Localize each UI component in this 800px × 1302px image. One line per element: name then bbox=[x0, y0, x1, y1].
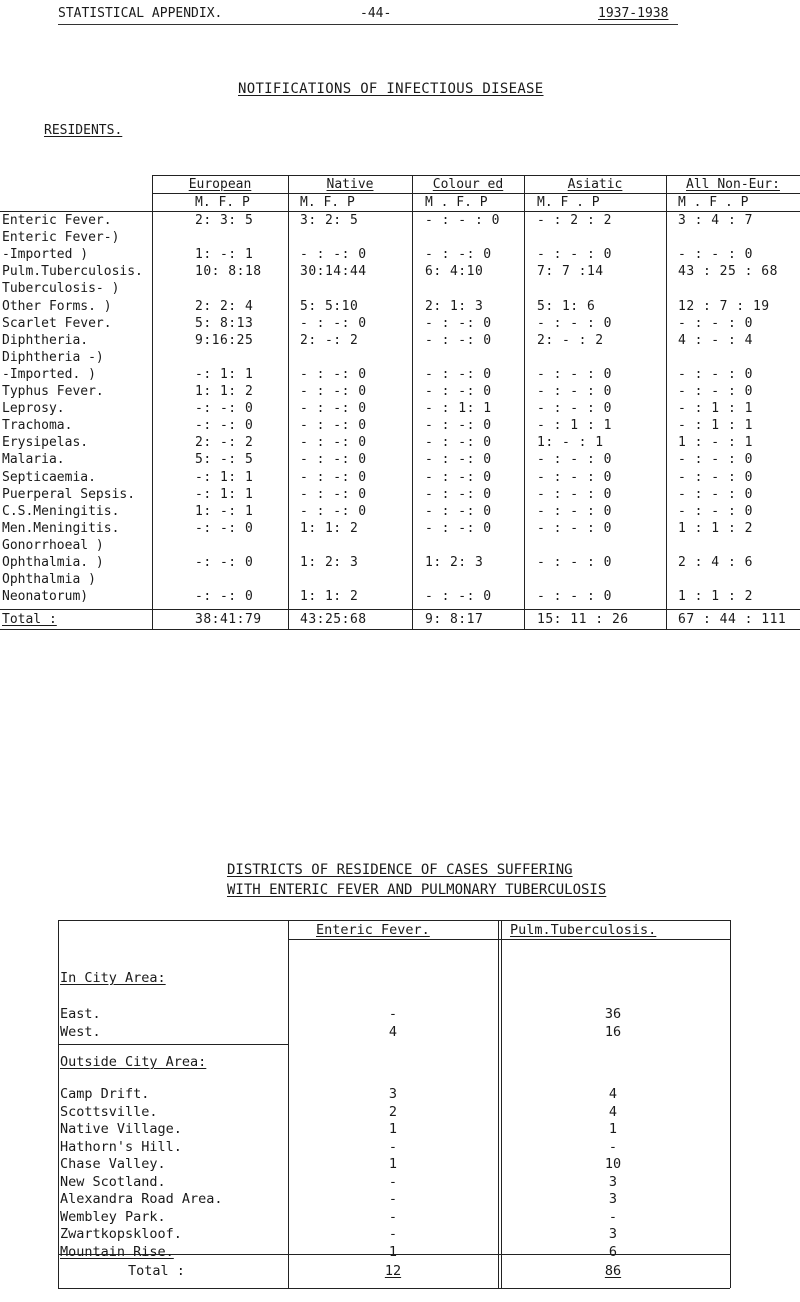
pulm-value: 16 bbox=[604, 1024, 622, 1040]
table-cell: - : -: 0 bbox=[300, 486, 367, 502]
table-cell: -: 1: 1 bbox=[195, 486, 254, 502]
table-cell: - : 2 : 2 bbox=[537, 213, 612, 228]
table-cell: - : -: 0 bbox=[300, 418, 367, 434]
table-cell: 2: 2: 4 bbox=[195, 298, 254, 314]
table-cell: 2: 1: 3 bbox=[425, 298, 484, 314]
table-cell: 1: 1: 2 bbox=[300, 520, 359, 536]
total-label: Total : bbox=[128, 1263, 185, 1279]
enteric-value: - bbox=[388, 1226, 398, 1242]
table-cell: 1 : 1 : 2 bbox=[678, 589, 753, 605]
row-label: Malaria. bbox=[2, 452, 65, 468]
table-cell: 1: 2: 3 bbox=[300, 555, 359, 570]
total-cell: 43:25:68 bbox=[300, 612, 367, 628]
table-cell: - : -: 0 bbox=[425, 384, 492, 399]
table2-col-rule bbox=[501, 920, 502, 1288]
row-label: Leprosy. bbox=[2, 401, 65, 417]
table-cell: -: -: 0 bbox=[195, 589, 254, 605]
table-rule-total bbox=[0, 609, 800, 610]
row-label: Gonorrhoeal ) bbox=[2, 537, 104, 553]
enteric-value: 1 bbox=[388, 1156, 398, 1172]
header-years: 1937-1938 bbox=[598, 6, 669, 21]
group-subheader: M . F. P bbox=[425, 195, 488, 210]
table-cell: 4 : - : 4 bbox=[678, 332, 753, 348]
group-header: Native bbox=[326, 177, 374, 192]
table-cell: - : -: 0 bbox=[425, 247, 492, 263]
pulm-value: 3 bbox=[608, 1173, 618, 1190]
table-cell: - : -: 0 bbox=[425, 332, 492, 348]
table-cell: - : -: 0 bbox=[425, 486, 492, 502]
table-cell: -: 1: 1 bbox=[195, 366, 254, 382]
table-cell: - : -: 0 bbox=[300, 384, 367, 399]
table-cell: -: -: 0 bbox=[195, 418, 254, 434]
table-cell: - : - : 0 bbox=[537, 503, 612, 519]
table-cell: - : - : 0 bbox=[425, 213, 500, 228]
table2-col-rule bbox=[58, 920, 59, 1288]
table-cell: - : - : 0 bbox=[678, 366, 753, 382]
enteric-value: 1 bbox=[388, 1243, 398, 1260]
table-rule-header bbox=[0, 211, 800, 212]
table-cell: 9:16:25 bbox=[195, 332, 254, 348]
row-label: -Imported ) bbox=[2, 247, 89, 263]
table-cell: - : - : 0 bbox=[537, 520, 612, 536]
row-label: Diphtheria. bbox=[2, 332, 89, 348]
row-label: Typhus Fever. bbox=[2, 384, 104, 399]
group-header: Colour ed bbox=[432, 177, 504, 192]
enteric-value: 4 bbox=[388, 1024, 398, 1040]
district-label: Wembley Park. bbox=[60, 1208, 166, 1225]
table-cell: - : -: 0 bbox=[425, 520, 492, 536]
row-label: Ophthalmia ) bbox=[2, 572, 96, 588]
table-column-rule bbox=[666, 175, 667, 629]
table-cell: - : -: 0 bbox=[425, 418, 492, 434]
table2-rule-header bbox=[288, 939, 730, 940]
pulm-value: 3 bbox=[608, 1226, 618, 1242]
district-label: Alexandra Road Area. bbox=[60, 1191, 223, 1207]
table-cell: - : -: 0 bbox=[300, 366, 367, 382]
total-cell: 15: 11 : 26 bbox=[537, 612, 629, 628]
districts-title-line1: DISTRICTS OF RESIDENCE OF CASES SUFFERING bbox=[227, 862, 573, 878]
table-cell: - : - : 0 bbox=[678, 486, 753, 502]
table-cell: 10: 8:18 bbox=[195, 264, 262, 280]
table-cell: 1 : 1 : 2 bbox=[678, 520, 753, 536]
table-rule-subhead bbox=[152, 193, 800, 194]
row-label: Ophthalmia. ) bbox=[2, 555, 104, 570]
group-header: European bbox=[188, 177, 252, 192]
table2-col-rule bbox=[288, 920, 289, 1288]
row-label: -Imported. ) bbox=[2, 366, 96, 382]
page-number: -44- bbox=[360, 6, 392, 21]
table-cell: - : -: 0 bbox=[300, 247, 367, 263]
table-cell: - : - : 0 bbox=[537, 384, 612, 399]
table-cell: 6: 4:10 bbox=[425, 264, 484, 280]
table-cell: - : - : 0 bbox=[678, 315, 753, 331]
table-cell: - : - : 0 bbox=[537, 486, 612, 502]
table-cell: 1 : - : 1 bbox=[678, 435, 753, 451]
table-cell: - : -: 0 bbox=[300, 452, 367, 468]
table-cell: - : - : 0 bbox=[537, 589, 612, 605]
table-cell: 12 : 7 : 19 bbox=[678, 298, 770, 314]
table-cell: - : - : 0 bbox=[678, 503, 753, 519]
total-cell: 9: 8:17 bbox=[425, 612, 484, 628]
row-label: Septicaemia. bbox=[2, 469, 96, 485]
table-cell: 2: -: 2 bbox=[300, 332, 359, 348]
pulm-value: 1 bbox=[608, 1121, 618, 1137]
table-cell: 1: - : 1 bbox=[537, 435, 604, 451]
row-label: Puerperal Sepsis. bbox=[2, 486, 136, 502]
table-cell: -: -: 0 bbox=[195, 555, 254, 570]
table-cell: - : - : 0 bbox=[537, 366, 612, 382]
enteric-value: 2 bbox=[388, 1103, 398, 1120]
table-cell: 5: -: 5 bbox=[195, 452, 254, 468]
table-cell: - : - : 0 bbox=[537, 401, 612, 417]
table-cell: - : -: 0 bbox=[300, 315, 367, 331]
table-cell: - : - : 0 bbox=[678, 469, 753, 485]
table-rule-top bbox=[152, 175, 800, 176]
table-cell: 1: 2: 3 bbox=[425, 555, 484, 570]
row-label: Other Forms. ) bbox=[2, 298, 112, 314]
pulm-value: 4 bbox=[608, 1086, 618, 1102]
table-cell: - : - : 0 bbox=[537, 247, 612, 263]
col-header-enteric: Enteric Fever. bbox=[316, 922, 430, 938]
table-cell: 43 : 25 : 68 bbox=[678, 264, 778, 280]
table-column-rule bbox=[524, 175, 525, 629]
table-cell: - : - : 0 bbox=[537, 452, 612, 468]
table-cell: 1: -: 1 bbox=[195, 503, 254, 519]
outside-city-heading: Outside City Area: bbox=[60, 1054, 207, 1070]
table2-rule-city bbox=[58, 1044, 288, 1045]
table-cell: - : 1 : 1 bbox=[537, 418, 612, 434]
table-column-rule bbox=[288, 175, 289, 629]
table-cell: 1: -: 1 bbox=[195, 247, 254, 263]
group-header: Asiatic bbox=[567, 177, 623, 192]
group-subheader: M . F . P bbox=[678, 195, 749, 210]
enteric-value: - bbox=[388, 1173, 398, 1190]
table-cell: - : -: 0 bbox=[425, 589, 492, 605]
table2-rule-bottom bbox=[58, 1288, 730, 1289]
pulm-value: 10 bbox=[604, 1156, 622, 1172]
table2-col-rule bbox=[498, 920, 499, 1288]
table-cell: 30:14:44 bbox=[300, 264, 367, 280]
row-label: Enteric Fever. bbox=[2, 213, 112, 228]
in-city-heading: In City Area: bbox=[60, 970, 166, 986]
table-cell: - : - : 0 bbox=[678, 384, 753, 399]
pulm-value: 36 bbox=[604, 1006, 622, 1022]
table-cell: 2: 3: 5 bbox=[195, 213, 254, 228]
pulm-value: 6 bbox=[608, 1243, 618, 1260]
enteric-value: - bbox=[388, 1191, 398, 1207]
enteric-value: 1 bbox=[388, 1121, 398, 1137]
district-label: New Scotland. bbox=[60, 1173, 166, 1190]
group-subheader: M. F. P bbox=[300, 195, 355, 210]
table-rule-bottom bbox=[0, 629, 800, 630]
notifications-table bbox=[0, 175, 800, 820]
row-label: Men.Meningitis. bbox=[2, 520, 120, 536]
district-label: Chase Valley. bbox=[60, 1156, 166, 1172]
pulm-value: 4 bbox=[608, 1103, 618, 1120]
table-cell: - : -: 0 bbox=[300, 401, 367, 417]
table2-rule-top bbox=[58, 920, 730, 921]
row-label: Tuberculosis- ) bbox=[2, 281, 120, 297]
enteric-value: - bbox=[388, 1208, 398, 1225]
table-cell: 2: - : 2 bbox=[537, 332, 604, 348]
table-cell: 5: 1: 6 bbox=[537, 298, 596, 314]
district-label: Scottsville. bbox=[60, 1103, 158, 1120]
pulm-value: - bbox=[608, 1208, 618, 1225]
table-cell: 5: 8:13 bbox=[195, 315, 254, 331]
district-label: Zwartkopskloof. bbox=[60, 1226, 182, 1242]
header-rule bbox=[58, 24, 678, 25]
table-cell: - : 1 : 1 bbox=[678, 401, 753, 417]
pulm-value: 3 bbox=[608, 1191, 618, 1207]
pulm-value: - bbox=[608, 1138, 618, 1155]
table-cell: - : - : 0 bbox=[537, 555, 612, 570]
table-cell: 2 : 4 : 6 bbox=[678, 555, 753, 570]
table-cell: - : - : 0 bbox=[537, 469, 612, 485]
district-label: Native Village. bbox=[60, 1121, 182, 1137]
table-cell: 3 : 4 : 7 bbox=[678, 213, 753, 228]
page-title: NOTIFICATIONS OF INFECTIOUS DISEASE bbox=[238, 81, 544, 97]
table-cell: 3: 2: 5 bbox=[300, 213, 359, 228]
table-cell: - : -: 0 bbox=[425, 452, 492, 468]
table-column-rule bbox=[412, 175, 413, 629]
table-cell: 1: 1: 2 bbox=[195, 384, 254, 399]
row-label: Pulm.Tuberculosis. bbox=[2, 264, 143, 280]
table-cell: - : -: 0 bbox=[300, 469, 367, 485]
table-cell: - : -: 0 bbox=[425, 503, 492, 519]
table-cell: - : -: 0 bbox=[425, 315, 492, 331]
row-label: Neonatorum) bbox=[2, 589, 89, 605]
table-cell: 2: -: 2 bbox=[195, 435, 254, 451]
table-cell: -: -: 0 bbox=[195, 401, 254, 417]
row-label: Enteric Fever-) bbox=[2, 230, 120, 246]
group-subheader: M. F . P bbox=[537, 195, 600, 210]
district-label: West. bbox=[60, 1024, 101, 1040]
total-label: Total : bbox=[2, 612, 57, 628]
table-cell: - : -: 0 bbox=[425, 435, 492, 451]
table-cell: - : -: 0 bbox=[425, 469, 492, 485]
table-cell: 7: 7 :14 bbox=[537, 264, 604, 280]
group-header: All Non-Eur: bbox=[686, 177, 780, 192]
table-cell: - : - : 0 bbox=[537, 315, 612, 331]
row-label: Erysipelas. bbox=[2, 435, 89, 451]
districts-title-line2: WITH ENTERIC FEVER AND PULMONARY TUBERCULOSIS bbox=[227, 882, 607, 898]
table-cell: - : 1 : 1 bbox=[678, 418, 753, 434]
district-label: Hathorn's Hill. bbox=[60, 1138, 182, 1155]
row-label: C.S.Meningitis. bbox=[2, 503, 120, 519]
district-label: East. bbox=[60, 1006, 101, 1022]
districts-table bbox=[58, 920, 730, 1290]
table-cell: - : - : 0 bbox=[678, 452, 753, 468]
enteric-value: 3 bbox=[388, 1086, 398, 1102]
table-cell: - : -: 0 bbox=[300, 435, 367, 451]
row-label: Trachoma. bbox=[2, 418, 73, 434]
table2-col-rule bbox=[730, 920, 731, 1288]
row-label: Diphtheria -) bbox=[2, 349, 104, 365]
table-cell: - : 1: 1 bbox=[425, 401, 492, 417]
table-cell: - : -: 0 bbox=[300, 503, 367, 519]
enteric-value: - bbox=[388, 1138, 398, 1155]
table-cell: 1: 1: 2 bbox=[300, 589, 359, 605]
total-cell: 67 : 44 : 111 bbox=[678, 612, 787, 628]
row-label: Scarlet Fever. bbox=[2, 315, 112, 331]
table-cell: -: 1: 1 bbox=[195, 469, 254, 485]
section-heading: RESIDENTS. bbox=[44, 123, 123, 138]
table-cell: - : - : 0 bbox=[678, 247, 753, 263]
table-cell: 5: 5:10 bbox=[300, 298, 359, 314]
total-enteric: 12 bbox=[384, 1263, 402, 1279]
group-subheader: M. F. P bbox=[195, 195, 250, 210]
table-column-rule bbox=[152, 175, 153, 629]
enteric-value: - bbox=[388, 1006, 398, 1022]
total-cell: 38:41:79 bbox=[195, 612, 262, 628]
col-header-pulm: Pulm.Tuberculosis. bbox=[510, 922, 657, 938]
district-label: Camp Drift. bbox=[60, 1086, 150, 1102]
table-cell: -: -: 0 bbox=[195, 520, 254, 536]
total-pulm: 86 bbox=[604, 1263, 622, 1279]
header-left: STATISTICAL APPENDIX. bbox=[58, 6, 223, 21]
table-cell: - : -: 0 bbox=[425, 366, 492, 382]
district-label: Mountain Rise. bbox=[60, 1243, 174, 1260]
